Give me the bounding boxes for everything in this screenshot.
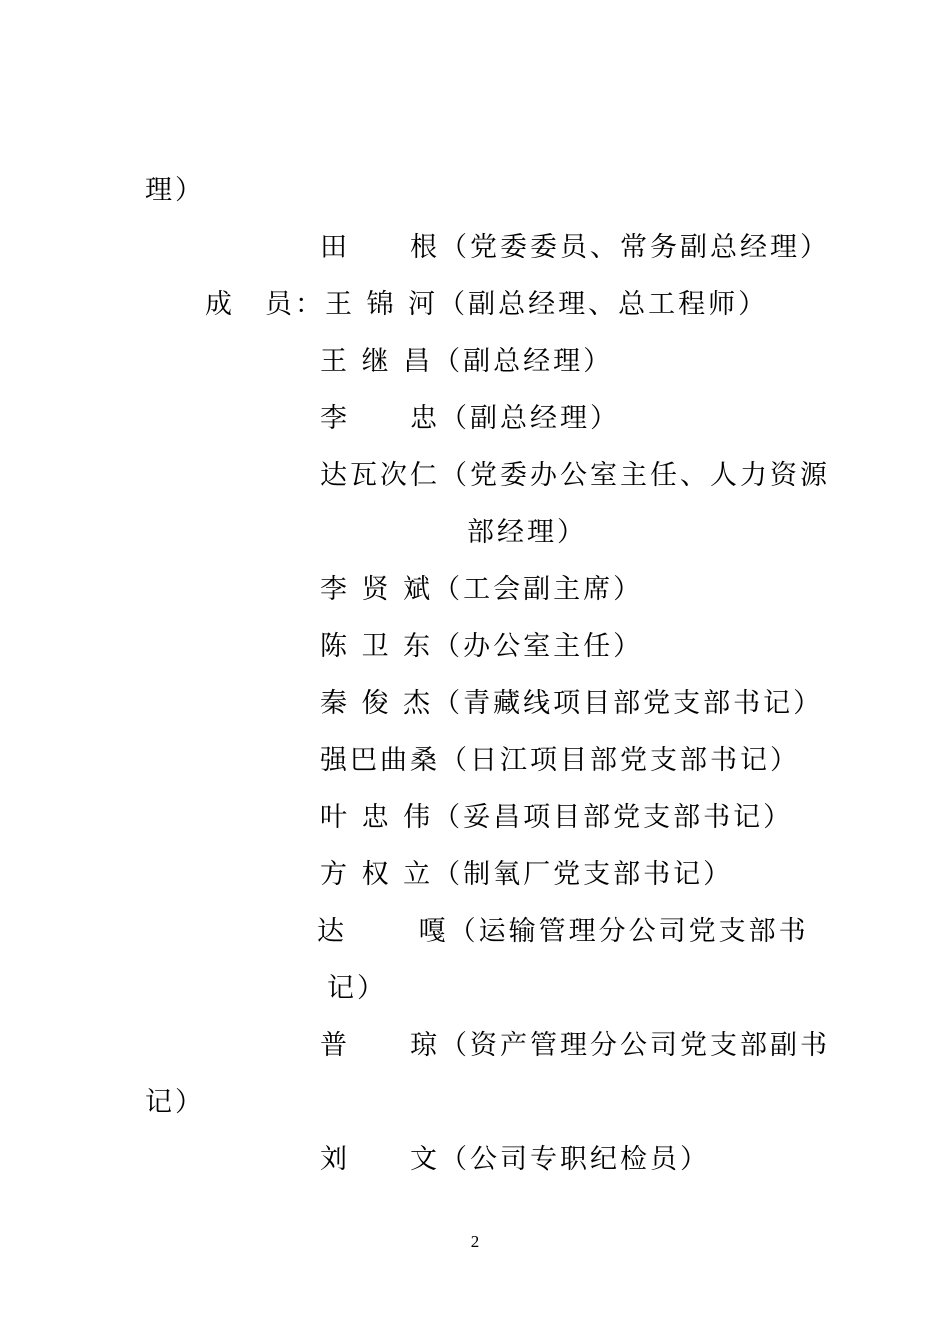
text-line: 普 琼（资产管理分公司党支部副书 bbox=[320, 1030, 830, 1061]
text-line: 刘 文（公司专职纪检员） bbox=[320, 1144, 710, 1175]
text-line: 李 贤 斌（工会副主席） bbox=[320, 574, 644, 605]
text-line: 理） bbox=[145, 175, 205, 206]
text-line: 叶 忠 伟（妥昌项目部党支部书记） bbox=[320, 802, 794, 833]
text-line: 记） bbox=[327, 973, 387, 1004]
text-line: 田 根（党委委员、常务副总经理） bbox=[320, 232, 830, 263]
text-line: 记） bbox=[145, 1087, 205, 1118]
text-line: 李 忠（副总经理） bbox=[320, 403, 620, 434]
text-line: 王 继 昌（副总经理） bbox=[320, 346, 614, 377]
text-line: 秦 俊 杰（青藏线项目部党支部书记） bbox=[320, 688, 824, 719]
text-line: 达 嘎（运输管理分公司党支部书 bbox=[317, 916, 809, 947]
text-line: 方 权 立（制氧厂党支部书记） bbox=[320, 859, 734, 890]
page-number: 2 bbox=[470, 1232, 480, 1251]
text-line: 强巴曲桑（日江项目部党支部书记） bbox=[320, 745, 800, 776]
text-line: 成 员：王 锦 河（副总经理、总工程师） bbox=[205, 289, 769, 320]
text-line: 陈 卫 东（办公室主任） bbox=[320, 631, 644, 662]
text-line: 部经理） bbox=[467, 517, 587, 548]
text-line: 达瓦次仁（党委办公室主任、人力资源 bbox=[320, 460, 830, 491]
